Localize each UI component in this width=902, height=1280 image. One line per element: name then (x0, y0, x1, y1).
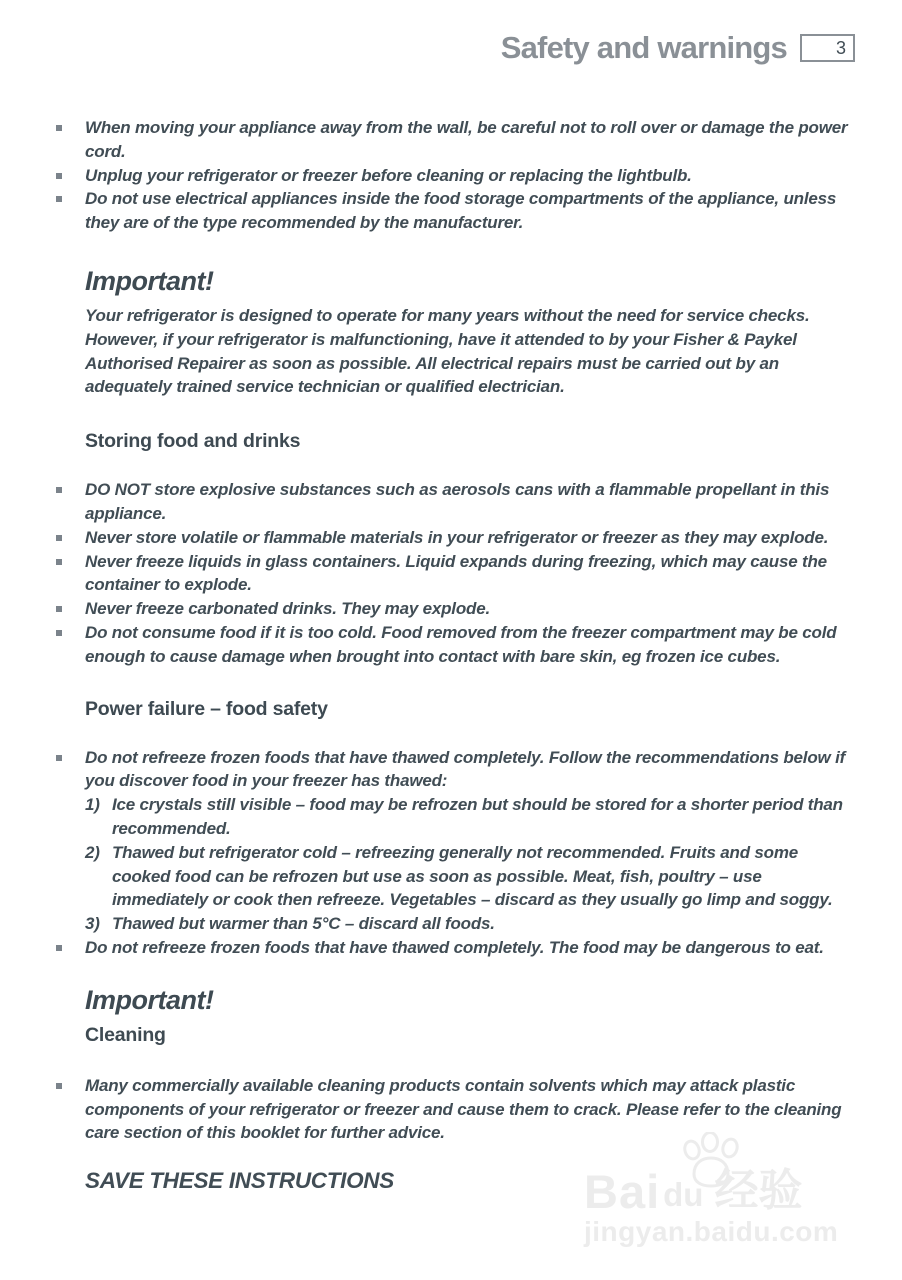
list-item (55, 936, 855, 960)
storing-heading: Storing food and drinks (85, 430, 301, 453)
watermark-brand-prefix: Bai (584, 1165, 661, 1218)
power-failure-bullet-list (55, 746, 855, 960)
power-failure-section (55, 697, 855, 960)
important-heading: Important! (85, 265, 214, 296)
page-number: 3 (835, 37, 846, 58)
save-instructions: SAVE THESE INSTRUCTIONS (85, 1168, 394, 1194)
list-item (55, 597, 855, 621)
service-paragraph: Your refrigerator is designed to operate for many years without the need for service checks. However, if your refrigerator is malfunctioning, have it attended to by your Fisher & Paykel Authorised Repairer as soon as possible. All electrical repairs must be carried out by an adequately trained service technician or qualified electrician. (85, 305, 810, 397)
bullet-text: Do not refreeze frozen foods that have thawed completely. The food may be dangerous to eat. (85, 937, 824, 957)
list-item (55, 526, 855, 550)
cleaning-heading: Cleaning (85, 1023, 166, 1046)
storing-bullet-list (55, 478, 855, 668)
cleaning-bullet-list (55, 1074, 855, 1145)
important-cleaning-section (55, 984, 855, 1145)
numbered-text: Thawed but warmer than 5°C – discard all foods. (112, 914, 495, 934)
storing-food-section (55, 429, 855, 668)
list-item (55, 1074, 855, 1145)
list-item (55, 550, 855, 598)
list-item (55, 187, 855, 235)
bullet-text: Never freeze liquids in glass containers. Liquid expands during freezing, which may cause the container to explode. (85, 551, 827, 595)
bullet-square-icon (56, 755, 62, 761)
bullet-square-icon (56, 630, 62, 636)
list-item (55, 478, 855, 526)
watermark-url: jingyan.baidu.com (584, 1216, 839, 1247)
bullet-text: Unplug your refrigerator or freezer before cleaning or replacing the lightbulb. (85, 165, 692, 185)
list-item (55, 746, 855, 936)
item-number: 2) (85, 842, 100, 862)
bullet-text: Never store volatile or flammable materials in your refrigerator or freezer as they may explode. (85, 527, 829, 547)
list-item (55, 621, 855, 669)
bullet-square-icon (56, 606, 62, 612)
bullet-square-icon (56, 945, 62, 951)
page-content (55, 116, 855, 1193)
numbered-text: Thawed but refrigerator cold – refreezing generally not recommended. Fruits and some cooked food can be refrozen but use as soon as possible. Meat, fish, poultry – use immediately or cook then refreeze. Vegetables – discard as they usually go limp and soggy. (112, 842, 833, 910)
bullet-square-icon (56, 173, 62, 179)
power-failure-heading: Power failure – food safety (85, 697, 328, 720)
bullet-text: When moving your appliance away from the wall, be careful not to roll over or damage the power cord. (85, 118, 848, 161)
item-number: 3) (85, 914, 100, 934)
intro-bullet-list (55, 116, 855, 235)
bullet-square-icon (56, 1083, 62, 1089)
bullet-square-icon (56, 559, 62, 565)
important-service-section (55, 265, 855, 399)
bullet-text: Do not refreeze frozen foods that have thawed completely. Follow the recommendations below if you discover food in your freezer has thawed: (85, 747, 846, 791)
numbered-item (85, 793, 855, 841)
list-item (55, 116, 855, 164)
page-number-box (800, 34, 855, 62)
page-header (0, 0, 902, 66)
bullet-text: Do not consume food if it is too cold. Food removed from the freezer compartment may be cold enough to cause damage when brought into contact with bare skin, eg frozen ice cubes. (85, 622, 837, 666)
bullet-text: Do not use electrical appliances inside the food storage compartments of the appliance, unless they are of the type recommended by the manufacturer. (85, 189, 837, 233)
bullet-text: Many commercially available cleaning products contain solvents which may attack plastic components of your refrigerator or freezer and cause them to crack. Please refer to the cleaning care section of this booklet for further advice. (85, 1075, 842, 1143)
bullet-square-icon (56, 535, 62, 541)
watermark-brand-suffix: du (663, 1176, 704, 1213)
important-heading: Important! (85, 984, 214, 1015)
watermark-brand-chinese: 经验 (714, 1166, 803, 1215)
bullet-text: Never freeze carbonated drinks. They may explode. (85, 599, 490, 619)
bullet-square-icon (56, 487, 62, 493)
numbered-item (85, 841, 855, 912)
numbered-text: Ice crystals still visible – food may be refrozen but should be stored for a shorter period than recommended. (112, 795, 843, 838)
item-number: 1) (85, 795, 100, 815)
list-item (55, 164, 855, 188)
thawed-food-numbered-list (85, 793, 855, 936)
page-title: Safety and warnings (500, 30, 787, 65)
numbered-item (85, 912, 855, 936)
bullet-square-icon (56, 196, 62, 202)
bullet-text: DO NOT store explosive substances such as aerosols cans with a flammable propellant in this appliance. (85, 480, 830, 523)
bullet-square-icon (56, 125, 62, 131)
